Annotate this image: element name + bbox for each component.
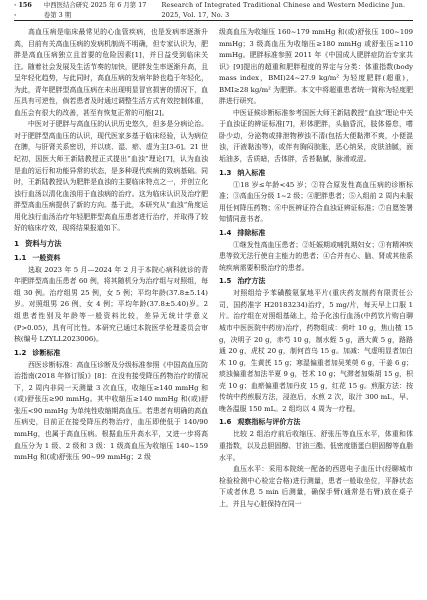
treatment-paragraph: 对照组给予苯磺酸氨氯地平片(重庆药友制药有限责任公司，国药准字 H20183234)治疗，5 mg/片，每天早上口服 1 片。治疗组在对照组基础上，给予化浊行血汤(中药饮片购自聊城市中医医院中药房)治疗，药物组成：荷叶 10 g，焦山楂 15 g，决明子 20 g，赤芍 10 g，制水蛭 5 g，酒大黄 5 g，路路通 20 g，虎杖 20 g，制何首乌 15 g。加减：气虚明显者加白术 10 g，生黄芪 15 g；寒湿偏重者加吴茱萸 6 g，干姜 6 g；痰浊偏重者加法半夏 9 g，苍术 10 g；气滞者加柴胡 15 g，枳壳 10 g；血瘀偏重者加丹皮 15 g，红花 15 g。煎服方法：按传统中药煎服方法，浸泡后，水煎 2 次，取汁 300 mL，早、晚各温服 150 mL。2 组均以 4 周为一疗程。 [219, 289, 413, 413]
subsection-title: 治疗方法 [237, 277, 266, 286]
intro-paragraph-1: 高血压病是临床最常见的心血管疾病，也是发病率逐渐升高，目前有关高血压病的发病机制尚不明确，但专家认识为，肥胖是高血压病独立且首要的危险因素[1]，并日益受到临床关注。随着社会发展及生活节奏的加快，肥胖发生率逐渐升高，且呈年轻化趋势，与此同时，高血压病的发病年龄也趋于年轻化，为此，青年肥胖型高血压病在未出现明显冒官损害的情况下，血压具有可逆性，倘若患者及时通过调整生活方式有效控制体重，血压会有很大的改善，甚至有恢复正常的可能[2]。 [14, 28, 208, 117]
subsection-number: 1.3 [219, 168, 232, 177]
tcm-syndrome-paragraph: 中医证候诊断标准参考国医大师王新陆教授“血浊”理论中关于血浊证的辨证标准[7]，形体肥胖，头脑昏沉，肢体倦怠，嗜卧少动，分泌物或排泄物秽浊不清(包括大便黏滞不爽，小便混浊，汗液黏浊等)，或伴有胸闷脘胀，恶心纳呆，皮肤油腻，面垢油多，舌质暗，舌体胖，舌苔黏腻，脉滑或涩。 [219, 108, 413, 164]
diagnosis-continued-paragraph: 级高血压为收缩压 160~179 mmHg 和(或)舒张压 100~109 mmHg；3 级高血压为收缩压≥180 mmHg 或舒张压≥110 mmHg。肥胖标准参照 2011 年《中国成人肥胖症防治专家共识》[9]提出的超重和肥胖程度的界定与分类：体重指数(body mass index，BMI)24~27.9 kg/m² 为轻度肥胖(超重)，BMI≥28 kg/m² 为肥胖。本文中将超重患者统一简称为轻度肥胖进行研究。 [219, 28, 413, 106]
page-number: · 156 · [14, 1, 32, 19]
subsection-title: 排除标准 [237, 228, 266, 237]
general-data-paragraph: 选取 2023 年 5 月—2024 年 2 月于本院心病科就诊的青年肥胖型高血压患者 60 例，将其随机分为治疗组与对照组，每组 30 例。治疗组男 25 例，女 5 例；平均年龄(37.8±5.14)岁。对照组男 26 例，女 4 例；平均年龄(37.8±5.40)岁。2 组患者性别及年龄等一般资料比较，差异无统计学意义(P>0.05)，具有可比性。本研究已通过本院医学伦理委员会审核(编号 LZYLL2023006)。 [14, 265, 208, 344]
right-column [219, 27, 413, 593]
subsection-heading-1-2 [14, 347, 208, 359]
subsection-title: 观察指标与评价方法 [237, 418, 301, 427]
subsection-title: 纳入标准 [237, 168, 266, 177]
inclusion-criteria-paragraph: ①18 岁≤年龄<45 岁；②符合原发性高血压病的诊断标准；③高血压分级 1~2 级；④肥胖患者；⑤入组前 2 周内未服用任何降压药物；⑥中医辨证符合血浊证辨证标准；⑦自愿签署知情同意书者。 [219, 180, 413, 224]
left-column [14, 27, 208, 593]
subsection-heading-1-5 [219, 275, 413, 287]
subsection-number: 1.5 [219, 277, 232, 286]
diagnosis-paragraph: 西医诊断标准：高血压诊断及分级标准参照《中国高血压防治指南(2018 年修订版)》[8]：在没有接受降压药物治疗的情况下，2 周内非同一天测量 3 次血压，收缩压≥140 mmHg 和(或)舒张压≥90 mmHg。其中收缩压≥140 mmHg 和(或)舒张压<90 mmHg 为单纯性收缩期高血压。若患者有明确的高血压病史，目前正在接受降压药物治疗，血压即使低于 140/90 mmHg，也属于高血压病。根据血压升高水平，又进一步将高血压分为 1 级、2 级和 3 级：1 级高血压为收缩压 140~159 mmHg 和(或)舒张压 90~99 mmHg；2 级 [14, 360, 208, 462]
journal-title: 中西医结合研究 2025 年 6 月第 17 卷第 3 期 [43, 1, 147, 19]
subsection-heading-1-4 [219, 227, 413, 239]
subsection-number: 1.4 [219, 228, 232, 237]
section-number: 1 [14, 238, 20, 248]
subsection-heading-1-6 [219, 416, 413, 428]
running-header [14, 1, 413, 21]
subsection-number: 1.2 [14, 348, 27, 357]
subsection-title: 一般资料 [32, 253, 61, 262]
intro-paragraph-2: 中医对于肥胖与高血压的认识历史悠久，但多是分病论治。对于肥胖型高血压的认识，现代医家多基于临床经验，认为病位在脾，与肝肾关系密切，并以痰、湿、瘀、虚为主[3-6]。21 世纪初，国医大师王新陆教授正式提出“血浊”理论[7]，认为血浊是血的运行和功能异常的状态，是多种现代疾病的致病基础。同时，王新陆教授认为肥胖是血浊的主要临床特点之一，并创立化浊行血汤以清化血浊用于血浊病的治疗。这为临床认识及治疗肥胖型高血压病提供了新的方向。基于此，本研究从“血浊”角度运用化浊行血汤治疗年轻肥胖型高血压患者进行治疗，并取得了较好的临床疗效，现将结果报道如下。 [14, 120, 208, 233]
subsection-number: 1.6 [219, 418, 232, 427]
subsection-number: 1.1 [14, 253, 27, 262]
section-heading-1 [14, 238, 208, 250]
exclusion-criteria-paragraph: ①继发性高血压患者；②妊娠期或哺乳期妇女；③有精神疾患等致无法行使自主能力的患者；④合并有心、脑、肾或其他系统疾病需要积极治疗的患者。 [219, 240, 413, 272]
journal-title-en: Research of Integrated Traditional Chinese and Western Medicine Jun. 2025, Vol. 17, No. 3 [161, 1, 406, 19]
subsection-title: 诊断标准 [32, 348, 61, 357]
indicators-paragraph: 比较 2 组治疗前后收缩压、舒张压等血压水平，体重和体重指数，以及总胆固醇、甘油三酯、低密度脂蛋白胆固醇等血脂水平。 [219, 430, 413, 462]
subsection-heading-1-3 [219, 167, 413, 179]
section-title: 资料与方法 [25, 238, 62, 248]
blood-pressure-method-paragraph: 血压水平：采用本院统一配备的西恩电子血压计(经聊城市检验检测中心检定合格)进行测量，患者一般取坐位，平静状态下或者休息 5 min 后测量，确保手臂(通常是右臂)放在桌子上，并且与心脏保持在同一 [219, 465, 413, 508]
subsection-heading-1-1 [14, 252, 208, 264]
